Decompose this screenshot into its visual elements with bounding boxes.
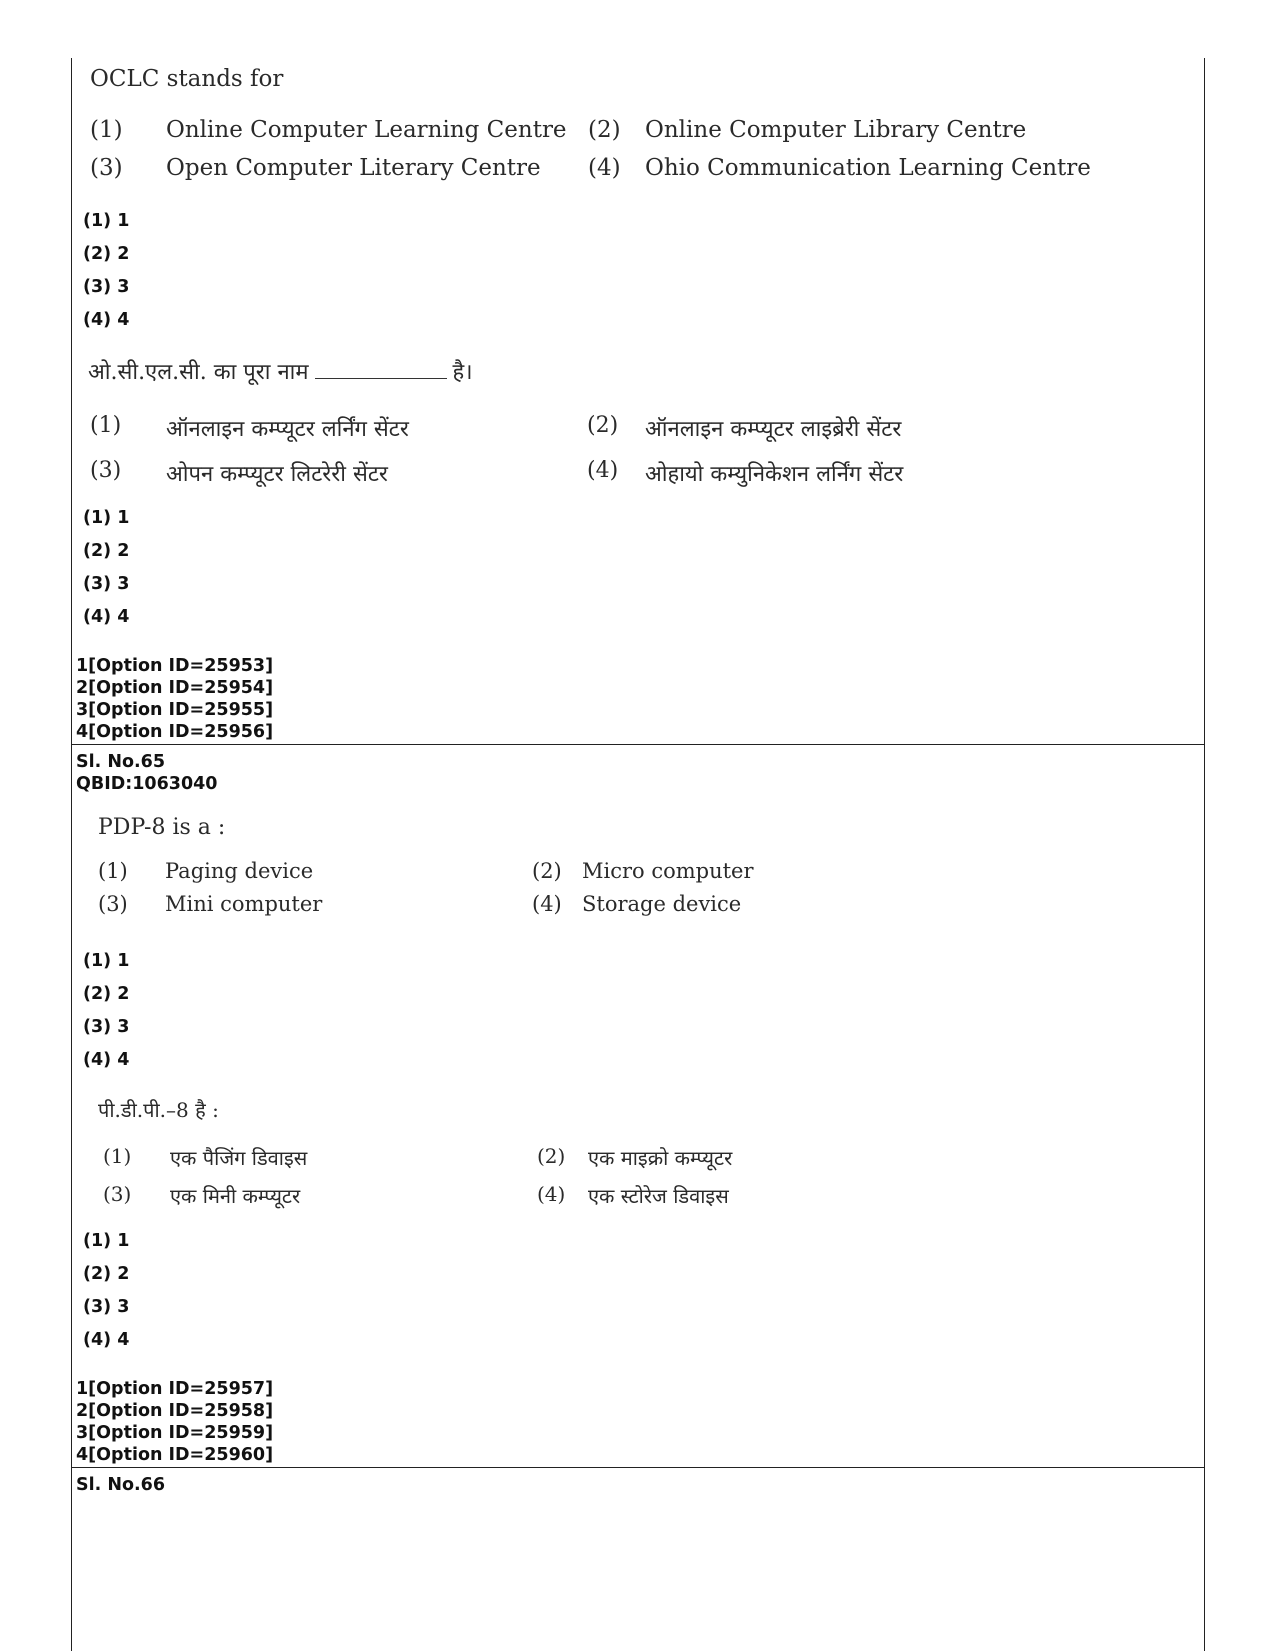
response-option: (2) 2 [83,541,130,561]
option-text: Storage device [582,892,742,916]
serial-number: Sl. No.65 [76,752,166,772]
section-divider [71,744,1205,745]
response-option: (3) 3 [83,1017,130,1037]
response-option: (4) 4 [83,1330,130,1350]
option-text: Open Computer Literary Centre [166,155,541,181]
option-num: (2) [587,413,619,438]
response-option: (2) 2 [83,984,130,1004]
option-id: 2[Option ID=25958] [76,1401,274,1421]
response-option: (2) 2 [83,244,130,264]
option-num: (4) [537,1182,566,1206]
option-text: ऑनलाइन कम्प्यूटर लाइब्रेरी सेंटर [645,417,902,442]
option-text: Ohio Communication Learning Centre [645,155,1091,181]
option-id: 3[Option ID=25955] [76,700,274,720]
option-id: 2[Option ID=25954] [76,678,274,698]
response-option: (4) 4 [83,1050,130,1070]
question-header [76,751,218,795]
option-text: Mini computer [165,892,323,916]
option-num: (3) [90,458,122,483]
option-text: Paging device [165,859,314,883]
response-option: (3) 3 [83,1297,130,1317]
qbid: QBID:1063040 [76,774,218,794]
response-option: (3) 3 [83,574,130,594]
option-text: एक माइक्रो कम्प्यूटर [588,1146,733,1170]
option-id-list [76,1378,273,1466]
option-text: ऑनलाइन कम्प्यूटर लर्निंग सेंटर [166,417,409,442]
option-id: 1[Option ID=25953] [76,656,274,676]
response-option: (1) 1 [83,508,130,528]
fill-blank [315,360,447,379]
option-num: (1) [90,413,122,438]
option-num: (3) [90,155,123,181]
question-stem-en: OCLC stands for [90,66,284,92]
response-option: (1) 1 [83,1231,130,1251]
option-text: Online Computer Learning Centre [166,117,567,143]
option-num: (4) [587,458,619,483]
response-option: (1) 1 [83,951,130,971]
option-id: 4[Option ID=25960] [76,1445,274,1465]
option-text: एक पैजिंग डिवाइस [170,1146,308,1170]
option-num: (4) [532,892,562,916]
question-stem-hi [88,356,473,386]
stem-text: ओ.सी.एल.सी. का पूरा नाम [88,360,309,385]
response-option: (2) 2 [83,1264,130,1284]
option-num: (2) [532,859,562,883]
question-stem-en: PDP-8 is a : [98,815,226,840]
option-num: (1) [90,117,123,143]
option-id: 3[Option ID=25959] [76,1423,274,1443]
section-divider [71,1467,1205,1468]
option-id-list [76,655,273,743]
option-num: (3) [98,892,128,916]
option-num: (2) [537,1144,566,1168]
stem-text: है। [452,360,473,385]
option-id: 4[Option ID=25956] [76,722,274,742]
option-num: (1) [103,1144,132,1168]
response-option: (4) 4 [83,607,130,627]
option-num: (2) [588,117,621,143]
option-text: एक स्टोरेज डिवाइस [588,1184,729,1208]
response-option: (1) 1 [83,211,130,231]
response-option: (3) 3 [83,277,130,297]
response-option: (4) 4 [83,310,130,330]
option-text: Micro computer [582,859,754,883]
option-num: (1) [98,859,128,883]
option-num: (3) [103,1182,132,1206]
question-stem-hi: पी.डी.पी.–8 है : [98,1098,219,1122]
serial-number: Sl. No.66 [76,1475,166,1495]
option-text: ओहायो कम्युनिकेशन लर्निंग सेंटर [645,462,904,487]
option-text: एक मिनी कम्प्यूटर [170,1184,301,1208]
option-text: ओपन कम्प्यूटर लिटरेरी सेंटर [166,462,388,487]
option-num: (4) [588,155,621,181]
option-id: 1[Option ID=25957] [76,1379,274,1399]
option-text: Online Computer Library Centre [645,117,1027,143]
